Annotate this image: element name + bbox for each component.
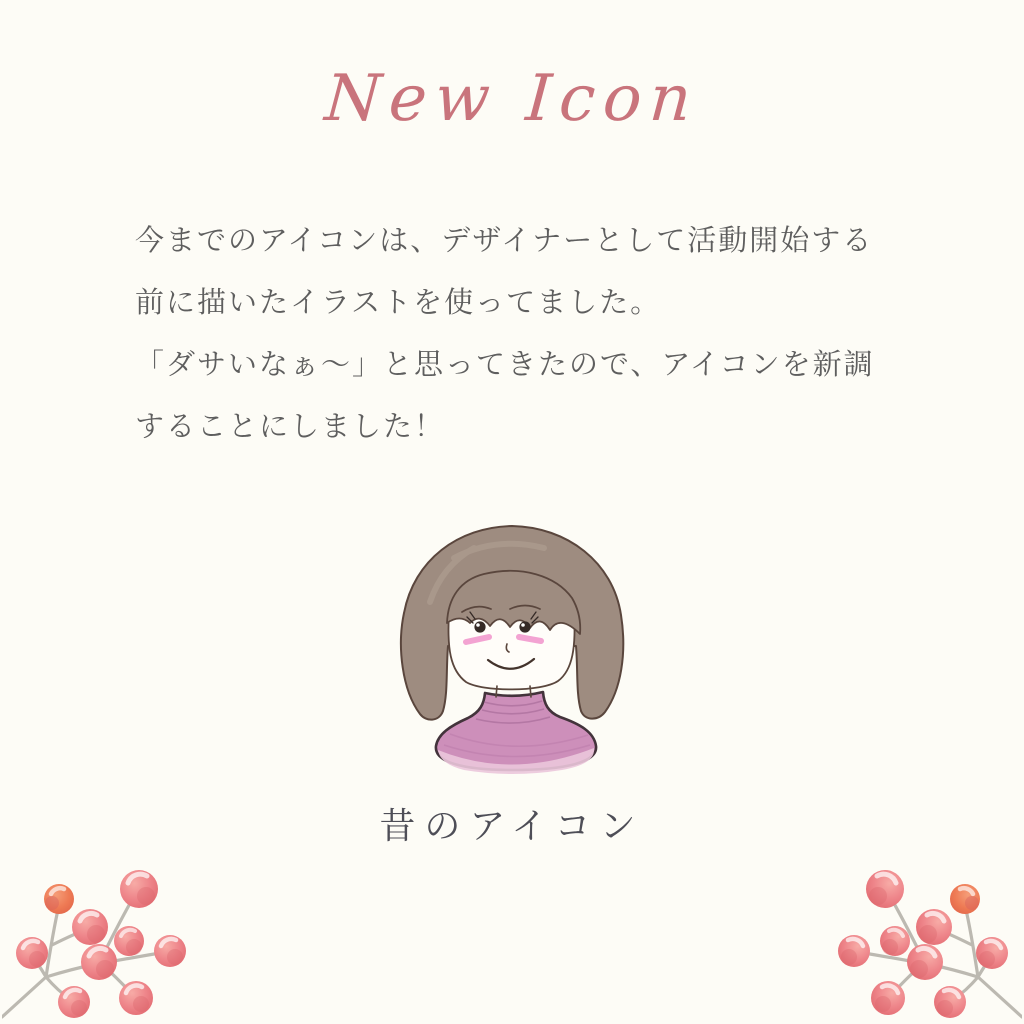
berry-branch-right-icon <box>802 845 1022 1024</box>
body-line: 今までのアイコンは、デザイナーとして活動開始する <box>135 225 874 257</box>
sweater <box>436 692 596 774</box>
body-paragraph <box>135 218 895 466</box>
body-line: 「ダサいなぁ〜」と思ってきたので、アイコンを新調 <box>135 349 875 381</box>
body-line: 前に描いたイラストを使ってました。 <box>135 287 662 319</box>
berry-branch-left-icon <box>2 845 222 1024</box>
page-title: New Icon <box>322 62 702 136</box>
illustration-caption: 昔のアイコン <box>379 806 645 847</box>
old-icon-illustration <box>392 518 632 786</box>
body-line: することにしました！ <box>135 411 446 443</box>
